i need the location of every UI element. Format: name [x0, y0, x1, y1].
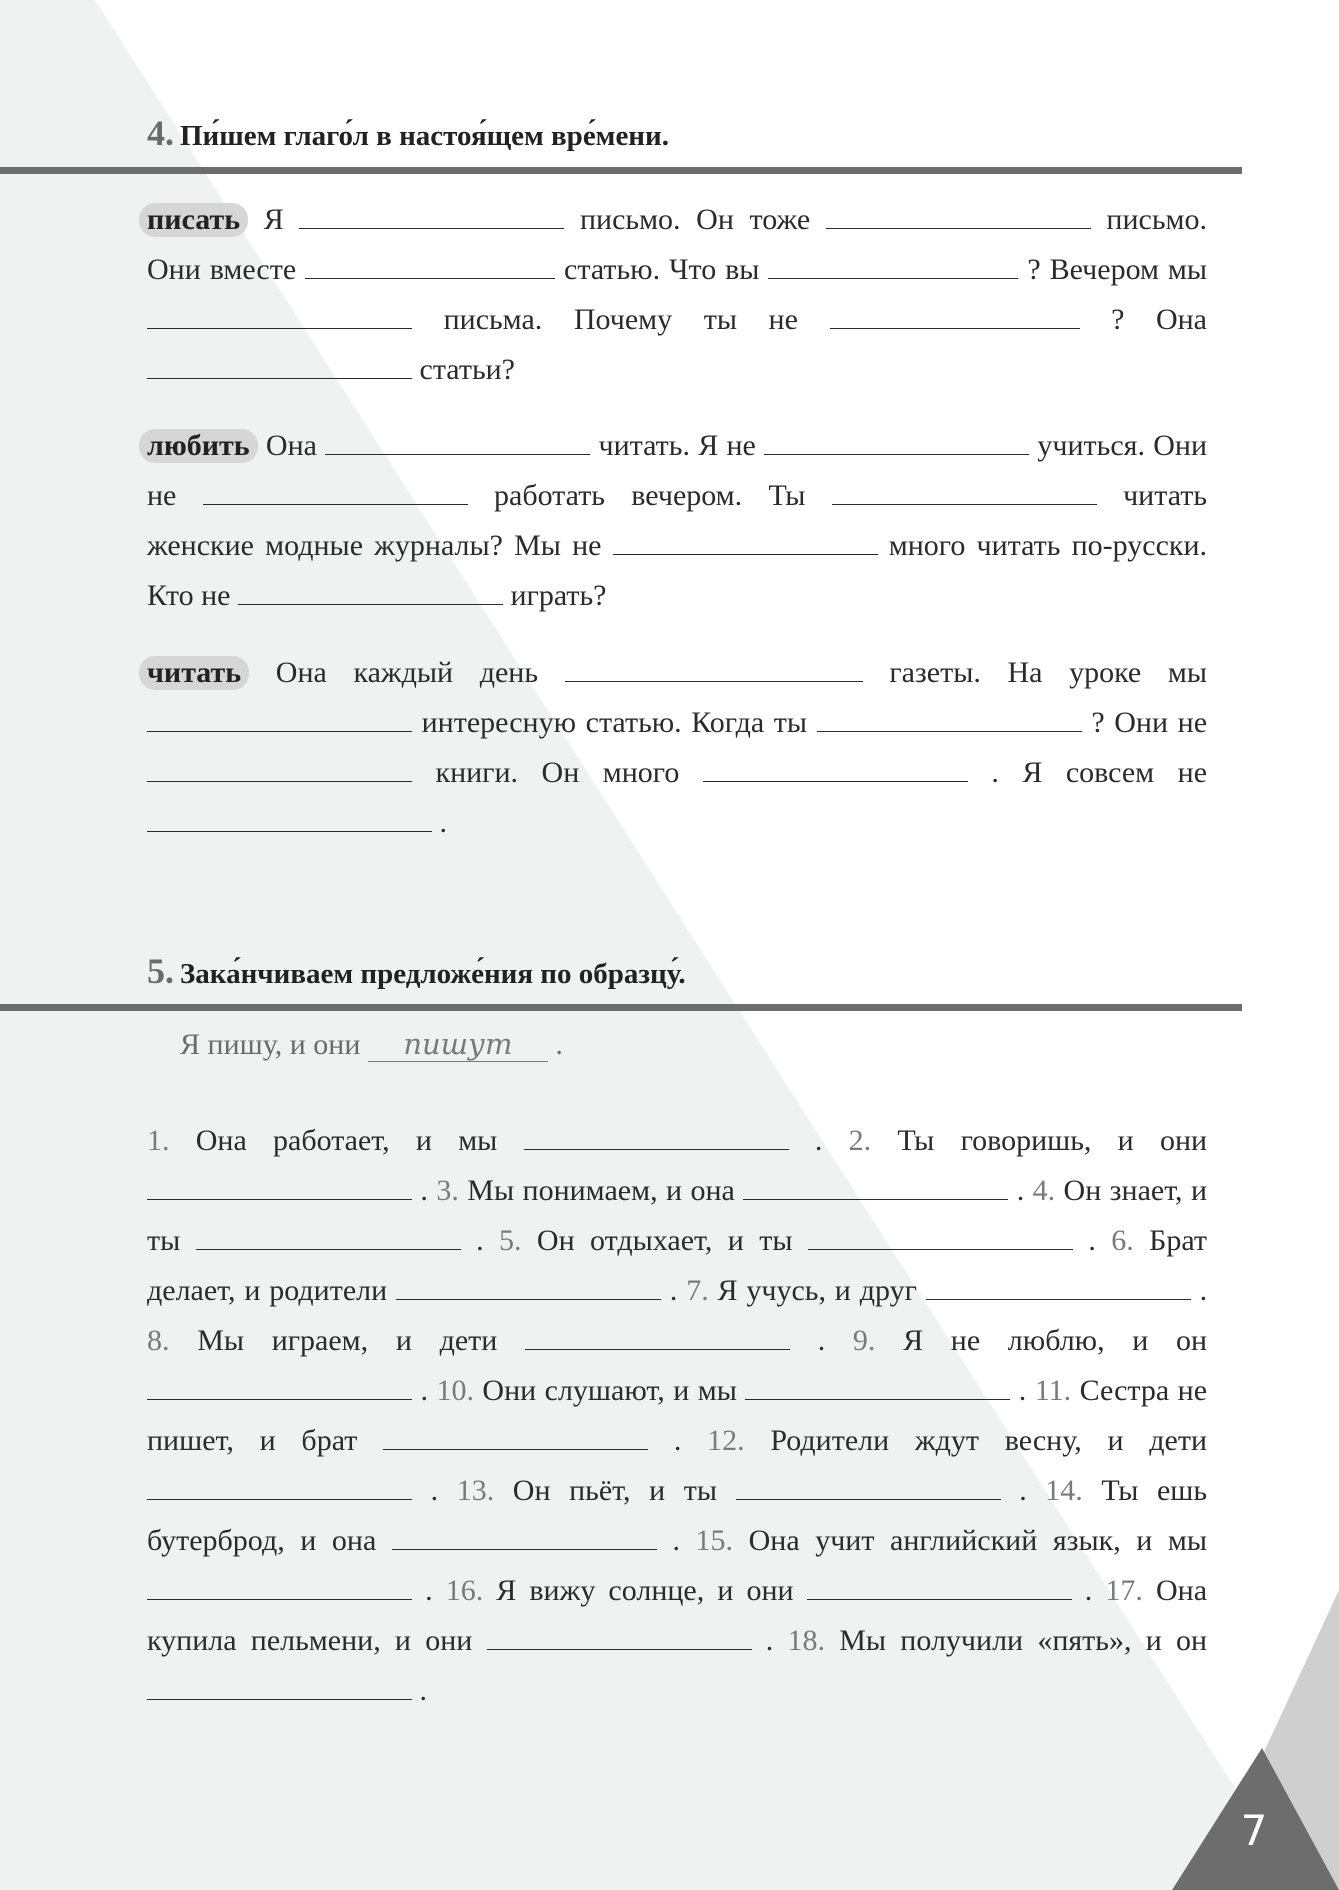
- answer-blank[interactable]: [147, 1473, 412, 1500]
- sentence-end: .: [419, 1674, 427, 1707]
- page-number: 7: [1240, 1806, 1268, 1855]
- sentence-end: .: [1019, 1474, 1027, 1507]
- answer-blank[interactable]: [147, 755, 412, 782]
- text-segment: статью. Что вы: [564, 253, 760, 286]
- item-text: Она учит английский язык, и мы: [748, 1524, 1208, 1557]
- answer-blank[interactable]: [238, 578, 503, 605]
- item-text: Ты говоришь, и они: [897, 1124, 1208, 1157]
- text-segment: работать вечером. Ты: [494, 479, 806, 512]
- text-segment: много читать: [888, 529, 1061, 562]
- sentence-end: .: [1016, 1174, 1025, 1207]
- sentence-end: .: [1088, 1224, 1096, 1257]
- item-number: 16.: [445, 1574, 484, 1607]
- item-number: 8.: [147, 1324, 170, 1357]
- completion-item: [457, 1474, 1027, 1507]
- answer-blank[interactable]: [826, 202, 1091, 229]
- sentence-end: .: [1084, 1574, 1093, 1607]
- item-text: Ты ешь бутерброд, и она: [147, 1474, 1208, 1557]
- completion-item: [446, 1574, 1093, 1607]
- item-text: Они слушают, и мы: [482, 1374, 737, 1407]
- sentence-end: .: [420, 1374, 428, 1407]
- item-number: 4.: [1032, 1174, 1056, 1207]
- answer-blank[interactable]: [524, 1123, 789, 1150]
- answer-blank[interactable]: [926, 1273, 1191, 1300]
- verb-tag-pisat: писать: [139, 203, 248, 237]
- item-number: 15.: [695, 1524, 734, 1557]
- section-4-rule: [0, 167, 1242, 174]
- item-text: Я не люблю, и он: [903, 1324, 1208, 1357]
- text-segment: письмо.: [1106, 203, 1207, 236]
- text-segment: Они не: [147, 429, 1207, 512]
- item-text: Он знает, и ты: [147, 1174, 1208, 1257]
- item-text: Я вижу солнце, и они: [496, 1574, 794, 1607]
- answer-blank[interactable]: [147, 1673, 412, 1700]
- text-segment: читать. Я не: [598, 429, 756, 462]
- answer-blank[interactable]: [487, 1623, 752, 1650]
- answer-blank[interactable]: [196, 1223, 461, 1250]
- answer-blank[interactable]: [383, 1423, 648, 1450]
- answer-blank[interactable]: [613, 528, 878, 555]
- answer-blank[interactable]: [768, 252, 1018, 279]
- text-segment: интересную статью. Когда ты: [421, 706, 808, 739]
- completion-item: [147, 1324, 825, 1357]
- example-suffix: .: [555, 1028, 563, 1061]
- item-number: 1.: [147, 1124, 170, 1157]
- sentence-end: .: [430, 1474, 439, 1507]
- answer-blank[interactable]: [147, 352, 412, 379]
- answer-blank[interactable]: [396, 1273, 661, 1300]
- answer-blank[interactable]: [832, 478, 1097, 505]
- item-number: 14.: [1045, 1474, 1083, 1507]
- text-segment: Я: [263, 203, 284, 236]
- answer-blank[interactable]: [808, 1223, 1073, 1250]
- answer-blank[interactable]: [764, 428, 1029, 455]
- sentence-end: .: [1018, 1374, 1027, 1407]
- answer-blank[interactable]: [147, 1173, 412, 1200]
- answer-blank[interactable]: [736, 1473, 1001, 1500]
- text-segment: читать женские модные журналы? Мы не: [147, 479, 1208, 562]
- completion-item: [436, 1374, 1026, 1407]
- sentence-end: .: [476, 1224, 484, 1257]
- text-segment: .: [439, 806, 447, 839]
- section-5-title: [147, 950, 686, 992]
- exercise-pisat: [147, 195, 1207, 395]
- answer-blank[interactable]: [147, 302, 412, 329]
- item-number: 18.: [787, 1624, 826, 1657]
- section-5-rule: [0, 1004, 1242, 1011]
- sentence-end: .: [420, 1174, 428, 1207]
- completion-item: [436, 1174, 1024, 1207]
- text-segment: играть?: [510, 579, 607, 612]
- sentence-end: .: [672, 1524, 680, 1557]
- item-number: 11.: [1034, 1374, 1072, 1407]
- text-segment: учиться.: [1037, 429, 1145, 462]
- section-5-title-text: Зака́нчиваем предложе́ния по образцу́.: [180, 958, 686, 990]
- item-text: Сестра не пишет, и брат: [147, 1374, 1208, 1457]
- section-4-number: 4.: [147, 113, 174, 153]
- text-segment: по-русски. Кто не: [147, 529, 1208, 612]
- answer-blank[interactable]: [203, 478, 468, 505]
- item-text: Мы играем, и дети: [197, 1324, 498, 1357]
- verb-tag-chitat: читать: [139, 656, 249, 690]
- item-text: Родители ждут весну, и дети: [770, 1424, 1207, 1457]
- item-number: 12.: [707, 1424, 745, 1457]
- example-prefix: Я пишу, и они: [180, 1028, 361, 1061]
- text-segment: газеты. На уроке мы: [889, 656, 1208, 689]
- answer-blank[interactable]: [147, 1373, 412, 1400]
- text-segment: Они вместе: [147, 253, 297, 286]
- completion-item: [499, 1224, 1096, 1257]
- text-segment: ? Они: [1091, 706, 1169, 739]
- answer-blank[interactable]: [807, 1573, 1072, 1600]
- answer-blank[interactable]: [305, 252, 555, 279]
- sentence-end: .: [765, 1624, 774, 1657]
- section-4-title-text: Пи́шем глаго́л в настоя́щем вре́мени.: [180, 120, 669, 152]
- item-number: 7.: [686, 1274, 709, 1307]
- item-text: Он отдыхает, и ты: [536, 1224, 793, 1257]
- item-text: Я учусь, и друг: [717, 1274, 917, 1307]
- sentence-end: .: [669, 1274, 678, 1307]
- text-segment: ? Она: [1111, 303, 1208, 336]
- completion-item: [147, 1124, 822, 1157]
- answer-blank[interactable]: [147, 805, 432, 832]
- text-segment: книги. Он много: [435, 756, 680, 789]
- item-number: 9.: [852, 1324, 876, 1357]
- answer-blank[interactable]: [299, 202, 564, 229]
- item-number: 2.: [848, 1124, 872, 1157]
- item-text: Мы понимаем, и она: [467, 1174, 735, 1207]
- verb-tag-lyubit: любить: [139, 429, 258, 463]
- answer-blank[interactable]: [147, 705, 412, 732]
- item-number: 17.: [1105, 1574, 1143, 1607]
- sentence-end: .: [673, 1424, 682, 1457]
- text-segment: письмо. Он тоже: [579, 203, 811, 236]
- item-number: 13.: [456, 1474, 495, 1507]
- completion-items: [147, 1116, 1207, 1716]
- item-text: Мы получили «пять», и он: [839, 1624, 1208, 1657]
- text-segment: статьи?: [419, 353, 515, 386]
- exercise-lyubit: [147, 421, 1207, 621]
- answer-blank[interactable]: [392, 1523, 657, 1550]
- answer-blank[interactable]: [525, 1323, 790, 1350]
- sentence-end: .: [817, 1324, 826, 1357]
- text-segment: не: [1177, 706, 1208, 739]
- completion-item: [686, 1274, 1207, 1307]
- item-number: 3.: [436, 1174, 459, 1207]
- text-segment: Она каждый день: [275, 656, 539, 689]
- answer-blank[interactable]: [565, 655, 863, 682]
- item-text: Брат делает, и родители: [147, 1224, 1208, 1307]
- example-sentence: [180, 1027, 563, 1062]
- text-segment: . Я совсем не: [991, 756, 1208, 789]
- text-segment: мы: [1167, 253, 1208, 286]
- sentence-end: .: [1199, 1274, 1208, 1307]
- item-text: Она работает, и мы: [195, 1124, 498, 1157]
- answer-blank[interactable]: [745, 1373, 1010, 1400]
- example-answer: пишут: [368, 1027, 548, 1062]
- sentence-end: .: [814, 1124, 823, 1157]
- answer-blank[interactable]: [703, 755, 968, 782]
- section-4-title: [147, 112, 669, 154]
- text-segment: ? Вечером: [1027, 253, 1159, 286]
- exercise-chitat: [147, 648, 1207, 848]
- text-segment: Она: [265, 429, 317, 462]
- answer-blank[interactable]: [325, 428, 590, 455]
- item-number: 5.: [499, 1224, 522, 1257]
- sentence-end: .: [425, 1574, 433, 1607]
- section-5-number: 5.: [147, 951, 174, 991]
- item-number: 10.: [436, 1374, 474, 1407]
- answer-blank[interactable]: [817, 705, 1082, 732]
- answer-blank[interactable]: [743, 1173, 1008, 1200]
- answer-blank[interactable]: [830, 302, 1080, 329]
- item-text: Он пьёт, и ты: [512, 1474, 717, 1507]
- text-segment: письма. Почему ты не: [443, 303, 798, 336]
- item-number: 6.: [1111, 1224, 1134, 1257]
- item-text: Она купила пельмени, и они: [147, 1574, 1208, 1657]
- answer-blank[interactable]: [147, 1573, 412, 1600]
